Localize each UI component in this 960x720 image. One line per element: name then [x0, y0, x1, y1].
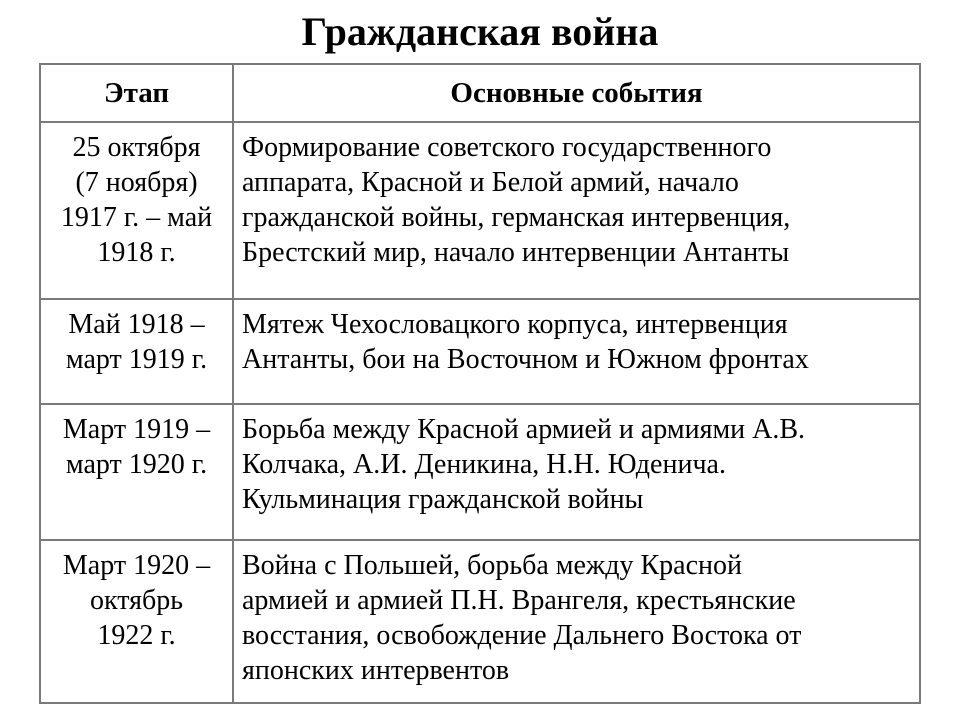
civil-war-stages-table	[39, 63, 921, 704]
page-title: Гражданская война	[301, 9, 659, 54]
events-text: Борьба между Красной армией и армиями А.В.	[242, 414, 806, 445]
events-text: армией и армией П.Н. Врангеля, крестьянские	[242, 585, 796, 616]
events-cell	[233, 404, 920, 540]
stage-cell	[40, 122, 233, 299]
events-text: японских интервентов	[242, 655, 510, 686]
stage-text: март 1919 г.	[65, 344, 208, 375]
stage-cell	[40, 540, 233, 703]
stage-text: 1917 г. – май	[60, 202, 213, 233]
events-text: Брестский мир, начало интервенции Антанты	[242, 237, 790, 268]
stage-text: 1918 г.	[97, 237, 176, 268]
header-events: Основные события	[233, 64, 920, 122]
events-text: Война с Польшей, борьба между Красной	[242, 550, 742, 581]
events-cell	[233, 299, 920, 404]
events-text: Антанты, бои на Восточном и Южном фронтах	[242, 344, 809, 375]
events-text: Формирование советского государственного	[242, 132, 772, 163]
stage-text: март 1920 г.	[65, 449, 208, 480]
events-text: Кульминация гражданской войны	[242, 484, 644, 515]
stage-text: Март 1919 –	[62, 414, 211, 445]
stage-text: октябрь	[90, 585, 183, 616]
stage-text: 25 октября	[72, 132, 201, 163]
table-row	[40, 122, 920, 299]
table-row	[40, 299, 920, 404]
events-text: Мятеж Чехословацкого корпуса, интервенция	[242, 309, 788, 340]
events-text: восстания, освобождение Дальнего Востока от	[242, 620, 802, 651]
events-text: гражданской войны, германская интервенция,	[242, 202, 791, 233]
stage-text: Март 1920 –	[62, 550, 211, 581]
events-text: аппарата, Красной и Белой армий, начало	[242, 167, 739, 198]
events-cell	[233, 540, 920, 703]
stage-cell	[40, 404, 233, 540]
table-header-row	[40, 64, 920, 122]
stage-cell	[40, 299, 233, 404]
stage-text: Май 1918 –	[68, 309, 205, 340]
stage-text: 1922 г.	[97, 620, 176, 651]
stage-text: (7 ноября)	[75, 167, 198, 198]
events-cell	[233, 122, 920, 299]
table-row	[40, 404, 920, 540]
table-row	[40, 540, 920, 703]
events-text: Колчака, А.И. Деникина, Н.Н. Юденича.	[242, 449, 726, 480]
header-stage: Этап	[40, 64, 233, 122]
